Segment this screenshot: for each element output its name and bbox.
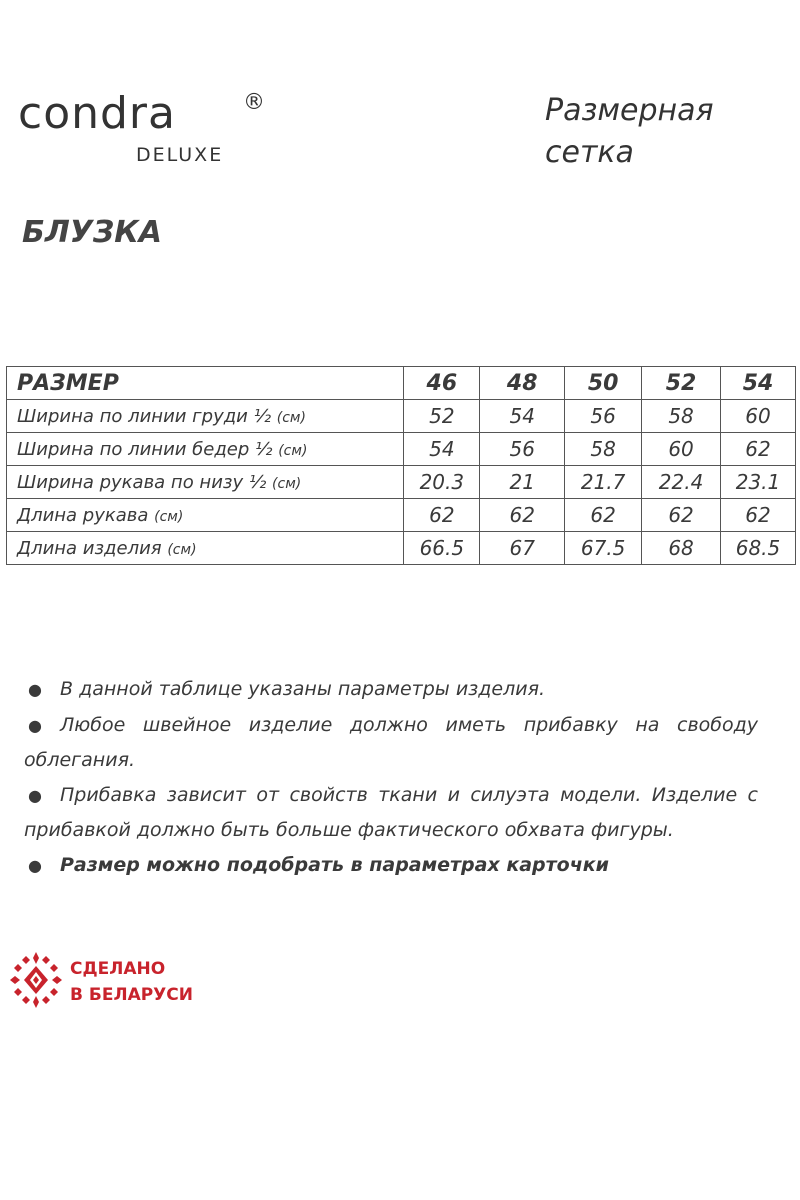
- document-label: Размерная сетка: [545, 93, 714, 170]
- note-item: [24, 778, 758, 848]
- measurement-label: Ширина по линии бедер ½: [17, 438, 273, 460]
- measurement-name: [7, 499, 404, 532]
- measurement-value: 56: [565, 400, 642, 433]
- note-item: [24, 848, 758, 884]
- table-row: [7, 433, 796, 466]
- brand-subline: DELUXE: [136, 144, 224, 166]
- measurement-value: 23.1: [721, 466, 796, 499]
- note-text: В данной таблице указаны параметры изделия.: [60, 678, 546, 700]
- measurement-value: 62: [721, 433, 796, 466]
- bullet-icon: ●: [28, 680, 42, 699]
- measurement-name: [7, 466, 404, 499]
- notes-list: [24, 672, 758, 883]
- table-row: [7, 466, 796, 499]
- size-column-header: 52: [642, 367, 721, 400]
- bullet-icon: ●: [28, 855, 42, 875]
- measurement-value: 67: [480, 532, 565, 565]
- measurement-value: 66.5: [404, 532, 480, 565]
- table-row: [7, 400, 796, 433]
- measurement-value: 56: [480, 433, 565, 466]
- product-title: БЛУЗКА: [22, 215, 162, 250]
- measurement-value: 62: [565, 499, 642, 532]
- measurement-label: Ширина рукава по низу ½: [17, 471, 267, 493]
- measurement-value: 20.3: [404, 466, 480, 499]
- measurement-label: Ширина по линии груди ½: [17, 405, 272, 427]
- measurement-value: 68.5: [721, 532, 796, 565]
- measurement-value: 62: [721, 499, 796, 532]
- size-header-label: РАЗМЕР: [7, 367, 404, 400]
- measurement-unit: (см): [167, 541, 197, 558]
- measurement-unit: (см): [154, 508, 184, 525]
- note-text: Прибавка зависит от свойств ткани и силуэта модели. Изделие с прибавкой должно быть больше фактического обхвата фигуры.: [24, 783, 758, 841]
- measurement-value: 21: [480, 466, 565, 499]
- size-column-header: 46: [404, 367, 480, 400]
- made-in-text: [70, 956, 193, 1008]
- measurement-unit: (см): [278, 442, 308, 459]
- note-item: [24, 708, 758, 778]
- measurement-name: [7, 532, 404, 565]
- note-item: [24, 672, 758, 708]
- measurement-value: 67.5: [565, 532, 642, 565]
- measurement-name: [7, 400, 404, 433]
- made-in-line2: В БЕЛАРУСИ: [70, 985, 193, 1005]
- table-row: [7, 532, 796, 565]
- measurement-value: 58: [642, 400, 721, 433]
- measurement-value: 54: [480, 400, 565, 433]
- measurement-label: Длина рукава: [17, 504, 149, 526]
- bullet-icon: ●: [28, 715, 42, 735]
- measurement-value: 21.7: [565, 466, 642, 499]
- measurement-value: 62: [404, 499, 480, 532]
- bullet-icon: ●: [28, 785, 42, 805]
- measurement-value: 60: [721, 400, 796, 433]
- note-text: Размер можно подобрать в параметрах карточки: [60, 853, 609, 876]
- measurement-value: 58: [565, 433, 642, 466]
- measurement-unit: (см): [276, 409, 306, 426]
- registered-mark: ®: [243, 90, 265, 115]
- measurement-value: 62: [642, 499, 721, 532]
- note-text: Любое швейное изделие должно иметь прибавку на свободу облегания.: [24, 713, 758, 771]
- size-table: [6, 366, 796, 565]
- measurement-value: 54: [404, 433, 480, 466]
- made-in-belarus-badge: [8, 950, 208, 1010]
- measurement-name: [7, 433, 404, 466]
- measurement-value: 52: [404, 400, 480, 433]
- table-row: [7, 499, 796, 532]
- size-header-row: [7, 367, 796, 400]
- measurement-value: 62: [480, 499, 565, 532]
- size-column-header: 50: [565, 367, 642, 400]
- brand-logo: [18, 88, 268, 172]
- measurement-value: 68: [642, 532, 721, 565]
- measurement-value: 60: [642, 433, 721, 466]
- made-in-line1: СДЕЛАНО: [70, 959, 166, 979]
- size-column-header: 54: [721, 367, 796, 400]
- size-column-header: 48: [480, 367, 565, 400]
- brand-name: condra: [18, 88, 176, 139]
- measurement-label: Длина изделия: [17, 537, 162, 559]
- measurement-value: 22.4: [642, 466, 721, 499]
- belarus-ornament-icon: [8, 950, 64, 1010]
- measurement-unit: (см): [272, 475, 302, 492]
